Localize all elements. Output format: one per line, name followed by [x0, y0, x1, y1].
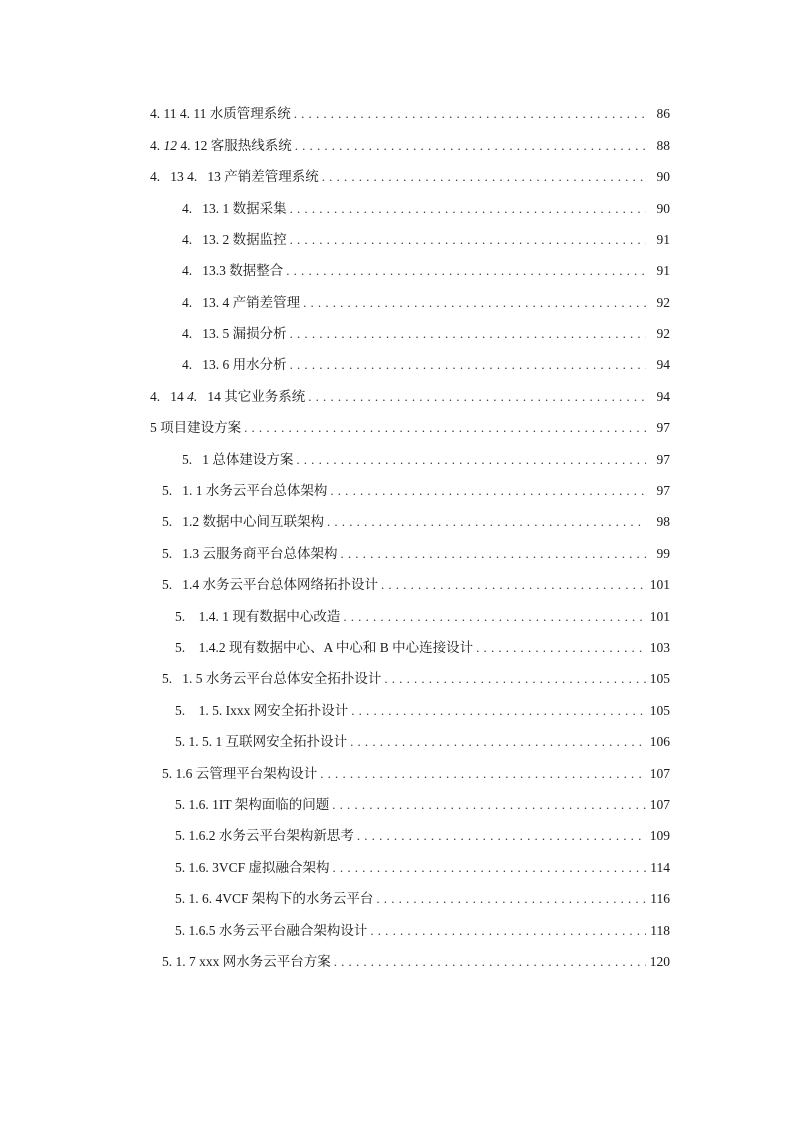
toc-entry-title: [150, 136, 295, 156]
page-number: 116: [650, 891, 670, 906]
toc-entry-title: [182, 450, 296, 470]
toc-entry[interactable]: [175, 921, 670, 941]
toc-entry-title: [162, 481, 330, 501]
toc-entry[interactable]: [175, 795, 670, 815]
section-number-italic: 4.: [187, 389, 198, 404]
section-number: 5. 1. 5: [162, 671, 206, 686]
toc-entry-title: [175, 826, 357, 846]
page-number: 98: [656, 514, 670, 529]
toc-entry[interactable]: [182, 324, 670, 344]
dot-leader: [303, 293, 646, 313]
section-title: 总体建设方案: [212, 452, 294, 467]
dot-leader: [294, 104, 646, 124]
toc-entry-title: [162, 952, 334, 972]
toc-entry-title: [182, 293, 303, 313]
page-number: 92: [656, 326, 670, 341]
toc-entry[interactable]: [162, 952, 670, 972]
dot-leader: [341, 544, 647, 564]
page-number: 105: [649, 703, 670, 718]
page-number: 90: [656, 201, 670, 216]
section-title: 数据中心间互联架构: [202, 514, 324, 529]
dot-leader: [330, 481, 646, 501]
dot-leader: [290, 355, 646, 375]
section-number: 5. 1. 5. 1: [175, 734, 226, 749]
dot-leader: [334, 952, 646, 972]
toc-entry[interactable]: [182, 450, 670, 470]
toc-entry-title: [150, 167, 322, 187]
section-title: 水务云平台融合架构设计: [218, 923, 368, 938]
toc-entry[interactable]: [150, 418, 670, 438]
section-title: 水务云平台架构新思考: [218, 828, 354, 843]
dot-leader: [244, 418, 646, 438]
dot-leader: [333, 858, 646, 878]
section-number: 5. 1.2: [162, 514, 203, 529]
page-number: 114: [650, 860, 670, 875]
toc-entry-title: [175, 607, 343, 627]
toc-entry-title: [182, 230, 290, 250]
dot-leader: [290, 230, 646, 250]
toc-entry-title: [175, 732, 350, 752]
section-title: 产销差管理系统: [224, 169, 319, 184]
toc-entry-title: [175, 701, 351, 721]
section-number: 5. 1: [182, 452, 213, 467]
section-number: 5. 1. 7 xxx: [162, 954, 223, 969]
toc-entry[interactable]: [175, 889, 670, 909]
page-number: 106: [649, 734, 670, 749]
toc-entry[interactable]: [150, 167, 670, 187]
page-number: 97: [656, 483, 670, 498]
section-title: 数据采集: [232, 201, 287, 216]
dot-leader: [350, 732, 646, 752]
section-number: 4. 13 4. 13: [150, 169, 225, 184]
toc-entry-title: [162, 544, 341, 564]
section-title: 互联网安全拓扑设计: [225, 734, 348, 749]
section-number: 5. 1.4: [162, 577, 203, 592]
section-number: 5. 1.6. 3VCF: [175, 860, 249, 875]
page-number: 101: [649, 577, 670, 592]
section-title: 项目建设方案: [160, 420, 242, 435]
dot-leader: [351, 701, 646, 721]
page-number: 91: [656, 263, 670, 278]
page-number: 97: [656, 452, 670, 467]
section-number: 4. 13. 4: [182, 295, 233, 310]
section-title: 云管理平台架构设计: [195, 766, 318, 781]
dot-leader: [320, 764, 646, 784]
page-number: 92: [656, 295, 670, 310]
section-number: 5. 1. 5. Ixxx: [175, 703, 254, 718]
dot-leader: [357, 826, 646, 846]
toc-entry[interactable]: [182, 261, 670, 281]
toc-entry-title: [175, 889, 376, 909]
page-number: 97: [656, 420, 670, 435]
section-number: 4. 13. 5: [182, 326, 233, 341]
toc-entry-title: [150, 387, 308, 407]
section-number-repeat: 4. 12: [177, 138, 211, 153]
page-number: 101: [649, 609, 670, 624]
section-title: 客服热线系统: [210, 138, 292, 153]
section-title: 数据监控: [232, 232, 287, 247]
dot-leader: [295, 136, 646, 156]
dot-leader: [327, 512, 646, 532]
toc-entry[interactable]: [182, 230, 670, 250]
toc-entry-title: [182, 199, 290, 219]
page-number: 91: [656, 232, 670, 247]
section-title: 架构下的水务云平台: [251, 891, 374, 906]
toc-entry-title: [175, 638, 476, 658]
toc-entry[interactable]: [175, 732, 670, 752]
section-number: 4. 13. 2: [182, 232, 233, 247]
toc-entry-title: [182, 324, 290, 344]
page-number: 107: [649, 797, 670, 812]
section-number: 4. 13. 6: [182, 357, 233, 372]
section-number: 5. 1.6.5: [175, 923, 219, 938]
section-number: 4. 14: [150, 389, 188, 404]
section-number: 4. 13.3: [182, 263, 230, 278]
page-number: 94: [656, 357, 670, 372]
toc-entry[interactable]: [162, 544, 670, 564]
section-number: 4.: [150, 138, 164, 153]
dot-leader: [322, 167, 646, 187]
toc-entry-title: [175, 921, 370, 941]
toc-entry[interactable]: [162, 764, 670, 784]
toc-entry-title: [162, 575, 381, 595]
page-number: 103: [649, 640, 670, 655]
page-number: 107: [649, 766, 670, 781]
toc-entry[interactable]: [162, 481, 670, 501]
toc-entry[interactable]: [175, 638, 670, 658]
toc-entry-title: [175, 858, 333, 878]
section-title: 水务云平台总体安全拓扑设计: [205, 671, 382, 686]
toc-entry-title: [162, 669, 384, 689]
section-number: 5. 1.6. 1IT: [175, 797, 235, 812]
section-number: 5. 1. 6. 4VCF: [175, 891, 252, 906]
section-number: 4. 13. 1: [182, 201, 233, 216]
dot-leader: [370, 921, 646, 941]
toc-entry[interactable]: [175, 826, 670, 846]
section-title: 现有数据中心改造: [232, 609, 341, 624]
page-number: 120: [649, 954, 670, 969]
section-title: 其它业务系统: [224, 389, 306, 404]
section-number-repeat: 14: [197, 389, 225, 404]
toc-entry-title: [150, 104, 294, 124]
section-title: 架构面临的问题: [234, 797, 330, 812]
dot-leader: [286, 261, 646, 281]
dot-leader: [332, 795, 646, 815]
toc-entry[interactable]: [182, 293, 670, 313]
page-number: 94: [656, 389, 670, 404]
dot-leader: [290, 199, 646, 219]
toc-entry[interactable]: [162, 512, 670, 532]
toc-entry[interactable]: [162, 669, 670, 689]
section-title: 水质管理系统: [209, 106, 291, 121]
dot-leader: [343, 607, 645, 627]
section-title: 网水务云平台方案: [222, 954, 331, 969]
dot-leader: [376, 889, 646, 909]
page-number: 99: [656, 546, 670, 561]
section-number: 5. 1. 1: [162, 483, 206, 498]
page-number: 90: [656, 169, 670, 184]
toc-entry[interactable]: [150, 136, 670, 156]
section-title: 水务云平台总体架构: [205, 483, 328, 498]
section-title: 网安全拓扑设计: [253, 703, 349, 718]
toc-entry[interactable]: [182, 199, 670, 219]
section-number: 5. 1.6.2: [175, 828, 219, 843]
section-number: 5. 1.4.2: [175, 640, 229, 655]
toc-entry-title: [162, 764, 320, 784]
dot-leader: [384, 669, 645, 689]
toc-entry-title: [182, 355, 290, 375]
toc-entry[interactable]: [162, 575, 670, 595]
section-title: 漏损分析: [232, 326, 287, 341]
toc-entry[interactable]: [182, 355, 670, 375]
section-number: 5. 1.3: [162, 546, 203, 561]
section-title: 用水分析: [232, 357, 287, 372]
section-number: 5. 1.4. 1: [175, 609, 233, 624]
toc-entry-title: [162, 512, 327, 532]
page-number: 109: [649, 828, 670, 843]
section-title: 虚拟融合架构: [248, 860, 330, 875]
dot-leader: [296, 450, 646, 470]
section-number-italic: 12: [163, 138, 177, 153]
toc-entry[interactable]: [175, 607, 670, 627]
section-number: 5: [150, 420, 161, 435]
toc-entry[interactable]: [150, 387, 670, 407]
toc-entry[interactable]: [175, 701, 670, 721]
section-number: 4. 11 4. 11: [150, 106, 210, 121]
section-title: 现有数据中心、A 中心和 B 中心连接设计: [229, 640, 474, 655]
page-number: 86: [656, 106, 670, 121]
dot-leader: [308, 387, 646, 407]
page-number: 118: [650, 923, 670, 938]
section-title: 数据整合: [229, 263, 284, 278]
section-title: 水务云平台总体网络拓扑设计: [202, 577, 378, 592]
dot-leader: [381, 575, 646, 595]
toc-entry[interactable]: [175, 858, 670, 878]
page-number: 105: [649, 671, 670, 686]
toc-entry-title: [175, 795, 332, 815]
dot-leader: [290, 324, 646, 344]
page-number: 88: [656, 138, 670, 153]
toc-entry[interactable]: [150, 104, 670, 124]
toc-entry-title: [150, 418, 244, 438]
section-number: 5. 1.6: [162, 766, 196, 781]
section-title: 云服务商平台总体架构: [202, 546, 338, 561]
dot-leader: [476, 638, 646, 658]
section-title: 产销差管理: [232, 295, 301, 310]
toc-entry-title: [182, 261, 286, 281]
